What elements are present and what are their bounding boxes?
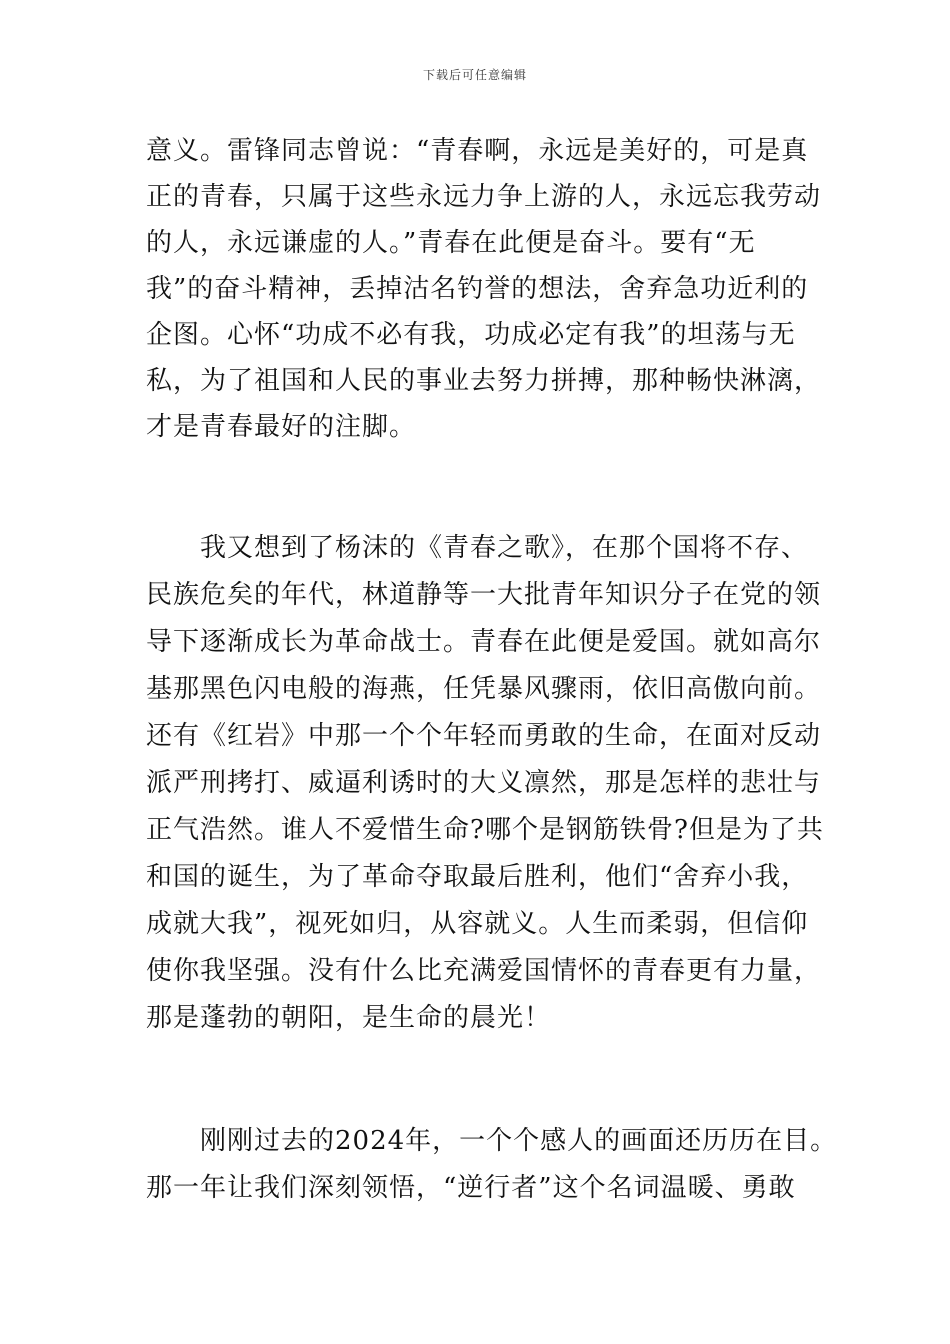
paragraph-2-line-8: 和国的诞生，为了革命夺取最后胜利，他们“舍弃小我， <box>146 862 809 892</box>
paragraph-1-line-2: 正的青春，只属于这些永远力争上游的人，永远忘我劳动 <box>146 182 822 212</box>
paragraph-1-line-7: 才是青春最好的注脚。 <box>146 412 417 442</box>
paragraph-2-line-10: 使你我坚强。没有什么比充满爱国情怀的青春更有力量， <box>146 956 822 986</box>
paragraph-2-line-1: 我又想到了杨沫的《青春之歌》，在那个国将不存、 <box>146 533 809 563</box>
paragraph-1-line-5: 企图。心怀“功成不必有我，功成必定有我”的坦荡与无 <box>146 320 796 350</box>
paragraph-2-line-5: 还有《红岩》中那一个个年轻而勇敢的生命，在面对反动 <box>146 721 822 751</box>
paragraph-2-line-6: 派严刑拷打、威逼利诱时的大义凛然，那是怎样的悲壮与 <box>146 768 822 798</box>
paragraph-1-line-4: 我”的奋斗精神，丢掉沽名钓誉的想法，舍弃急功近利的 <box>146 274 809 304</box>
paragraph-3-line-1: 刚刚过去的2024年，一个个感人的画面还历历在目。 <box>146 1126 838 1156</box>
paragraph-3-line-2: 那一年让我们深刻领悟，“逆行者”这个名词温暖、勇敢 <box>146 1173 796 1203</box>
paragraph-1-line-3: 的人，永远谦虚的人。”青春在此便是奋斗。要有“无 <box>146 228 756 258</box>
paragraph-2-line-7: 正气浩然。谁人不爱惜生命?哪个是钢筋铁骨?但是为了共 <box>146 815 824 845</box>
paragraph-1-line-1: 意义。雷锋同志曾说：“青春啊，永远是美好的，可是真 <box>146 136 809 166</box>
paragraph-1-line-6: 私，为了祖国和人民的事业去努力拼搏，那种畅快淋漓， <box>146 366 822 396</box>
paragraph-2-line-9: 成就大我”，视死如归，从容就义。人生而柔弱，但信仰 <box>146 909 809 939</box>
paragraph-2-line-4: 基那黑色闪电般的海燕，任凭暴风骤雨，依旧高傲向前。 <box>146 674 822 704</box>
page-header: 下载后可任意编辑 <box>422 68 527 82</box>
paragraph-2-line-3: 导下逐渐成长为革命战士。青春在此便是爱国。就如高尔 <box>146 627 822 657</box>
paragraph-2-line-2: 民族危矣的年代，林道静等一大批青年知识分子在党的领 <box>146 580 822 610</box>
paragraph-2-line-11: 那是蓬勃的朝阳，是生命的晨光！ <box>146 1003 552 1033</box>
